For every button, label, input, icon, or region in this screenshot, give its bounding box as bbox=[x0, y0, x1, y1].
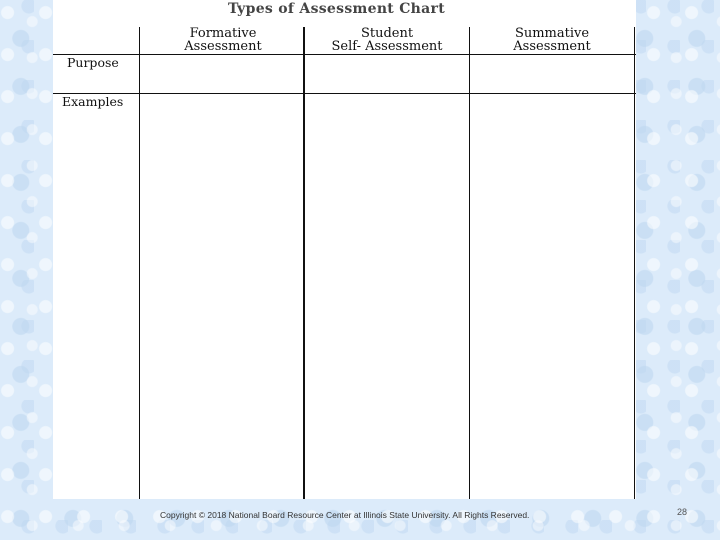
grid-line-vertical bbox=[469, 27, 470, 499]
column-header-line: Self- Assessment bbox=[331, 39, 443, 54]
row-label-examples: Examples bbox=[62, 94, 124, 109]
grid-line-vertical bbox=[303, 27, 305, 499]
grid-line-horizontal bbox=[53, 54, 636, 55]
column-header-summative bbox=[478, 27, 626, 53]
grid-line-vertical bbox=[139, 27, 140, 499]
copyright-footer: Copyright © 2018 National Board Resource Center at Illinois State University. All Rights Reserved. bbox=[160, 510, 530, 520]
column-header-line: Assessment bbox=[513, 39, 591, 54]
assessment-chart-sheet bbox=[53, 0, 636, 499]
chart-title: Types of Assessment Chart bbox=[228, 1, 445, 17]
grid-line-vertical bbox=[634, 27, 635, 499]
column-header-line: Summative bbox=[514, 26, 590, 41]
grid-line-horizontal bbox=[53, 93, 636, 94]
column-header-line: Formative bbox=[189, 26, 257, 41]
column-header-line: Assessment bbox=[184, 39, 262, 54]
column-header-formative bbox=[153, 27, 293, 53]
row-label-purpose: Purpose bbox=[67, 55, 119, 70]
page-number: 28 bbox=[677, 507, 688, 517]
column-header-self-assessment bbox=[306, 27, 468, 53]
column-header-line: Student bbox=[360, 26, 414, 41]
